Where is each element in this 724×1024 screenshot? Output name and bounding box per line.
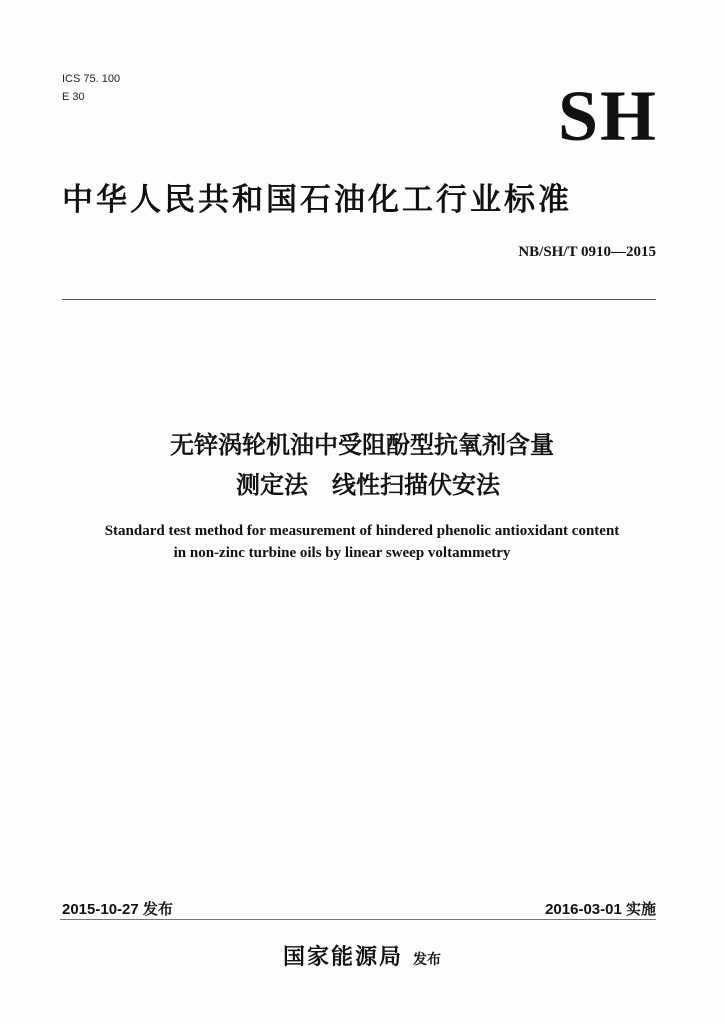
title-en-line2: in non-zinc turbine oils by linear sweep voltammetry (173, 545, 511, 561)
classification-block (62, 70, 120, 106)
footer-divider (60, 919, 656, 920)
title-zh-line2: 测定法 线性扫描伏安法 (236, 471, 500, 499)
document-title-zh (0, 425, 724, 505)
document-title-en (0, 520, 724, 564)
ics-code: ICS 75. 100 (62, 73, 121, 85)
implementation-date: 2016-03-01 实施 (545, 901, 656, 918)
publisher-name: 国家能源局 (282, 945, 403, 970)
publisher-action: 发布 (413, 952, 441, 968)
standard-number: NB/SH/T 0910—2015 (518, 244, 656, 260)
title-en-line1: Standard test method for measurement of hindered phenolic antioxidant content (104, 523, 620, 539)
title-zh-line1: 无锌涡轮机油中受阻酚型抗氧剂含量 (170, 431, 554, 459)
publisher-line (0, 940, 724, 971)
sh-logo: SH (557, 76, 658, 156)
standard-category-title: 中华人民共和国石油化工行业标准 (62, 182, 572, 218)
issue-date: 2015-10-27 发布 (62, 901, 173, 918)
ccs-code: E 30 (62, 91, 85, 103)
header-divider (62, 299, 656, 300)
